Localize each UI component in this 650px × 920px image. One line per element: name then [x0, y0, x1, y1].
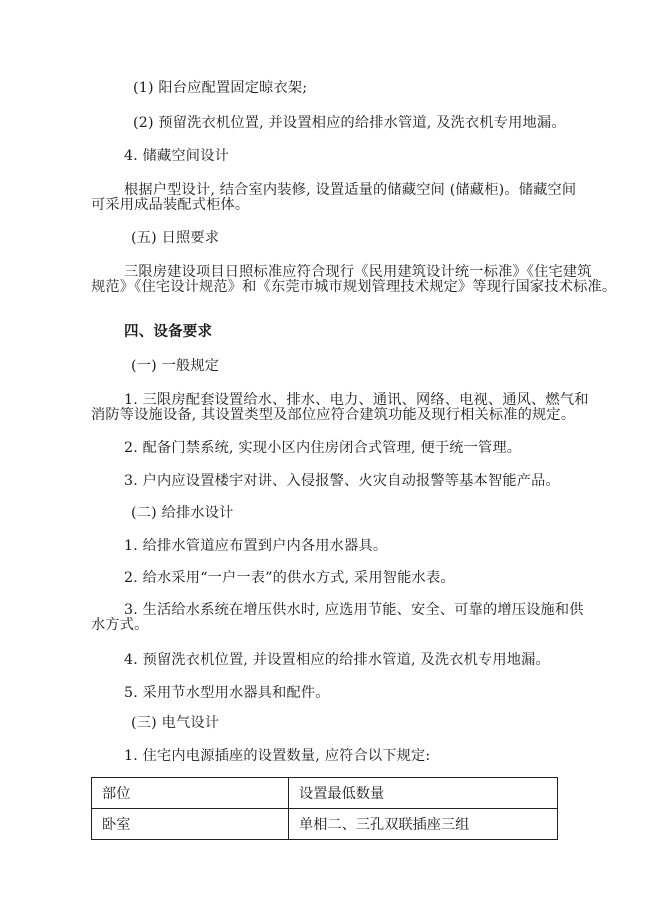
- table-row: [92, 809, 558, 840]
- text-line: 1. 给排水管道应布置到户内各用水器具。: [124, 538, 388, 554]
- text-line: 5. 采用节水型用水器具和配件。: [124, 685, 330, 701]
- text-line: 1. 住宅内电源插座的设置数量, 应符合以下规定:: [124, 748, 431, 764]
- table-header-cell: 设置最低数量: [289, 778, 558, 809]
- table-cell: 单相二、三孔双联插座三组: [289, 809, 558, 840]
- table-header-cell: 部位: [92, 778, 289, 809]
- text-line: (2) 预留洗衣机位置, 并设置相应的给排水管道, 及洗衣机专用地漏。: [133, 115, 566, 131]
- text-line: 4. 储藏空间设计: [124, 148, 229, 164]
- text-line: 2. 给水采用“一户一表”的供水方式, 采用智能水表。: [124, 570, 455, 586]
- text-line: 4. 预留洗衣机位置, 并设置相应的给排水管道, 及洗衣机专用地漏。: [124, 652, 550, 668]
- text-line: (一) 一般规定: [131, 358, 220, 374]
- text-line: 消防等设施设备, 其设置类型及部位应符合建筑功能及现行相关标准的规定。: [91, 407, 576, 423]
- text-line: 水方式。: [91, 617, 149, 633]
- table-header-row: [92, 778, 558, 809]
- socket-spec-table: [91, 777, 558, 840]
- text-line: 1. 三限房配套设置给水、排水、电力、通讯、网络、电视、通风、燃气和: [124, 392, 589, 408]
- text-line: (三) 电气设计: [131, 715, 220, 731]
- table-cell: 卧室: [92, 809, 289, 840]
- text-line: 2. 配备门禁系统, 实现小区内住房闭合式管理, 便于统一管理。: [124, 440, 522, 456]
- text-line: 3. 户内应设置楼宇对讲、入侵报警、火灾自动报警等基本智能产品。: [124, 473, 560, 489]
- text-line: 三限房建设项目日照标准应符合现行《民用建筑设计统一标准》《住宅建筑: [124, 264, 592, 280]
- text-line: (1) 阳台应配置固定晾衣架;: [133, 80, 308, 96]
- text-line: 规范》《住宅设计规范》和《东莞市城市规划管理技术规定》等现行国家技术标准。: [91, 279, 617, 295]
- text-line: (五) 日照要求: [131, 230, 220, 246]
- section-heading: 四、设备要求: [124, 324, 213, 340]
- text-line: 3. 生活给水系统在增压供水时, 应选用节能、安全、可靠的增压设施和供: [124, 602, 584, 618]
- text-line: (二) 给排水设计: [131, 505, 234, 521]
- text-line: 可采用成品装配式柜体。: [91, 197, 250, 213]
- text-line: 根据户型设计, 结合室内装修, 设置适量的储藏空间 (储藏柜)。储藏空间: [124, 182, 577, 198]
